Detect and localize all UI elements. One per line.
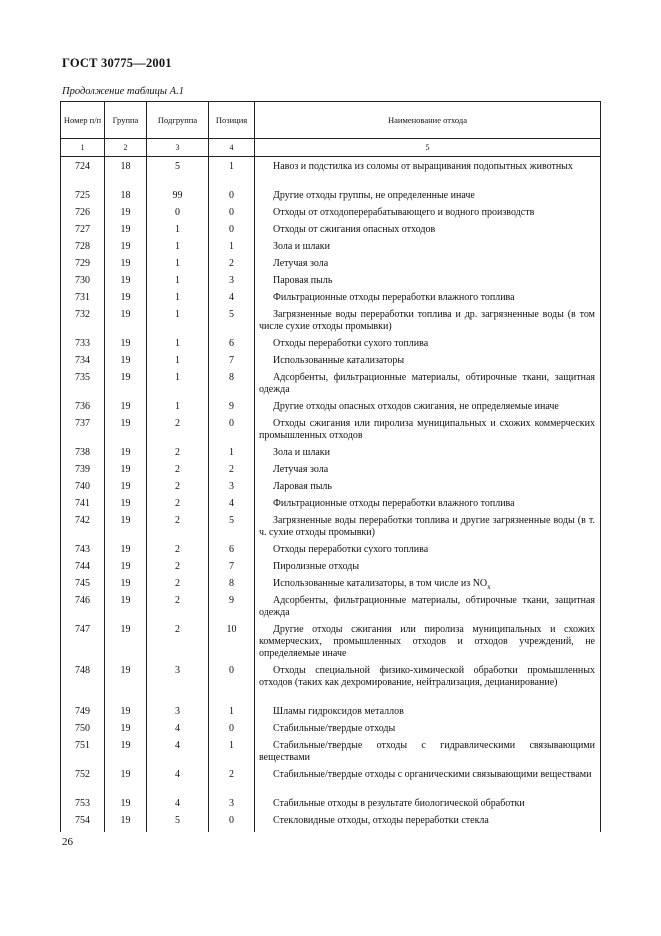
table-row xyxy=(61,706,601,723)
cell-group: 19 xyxy=(105,224,147,241)
cell-number: 727 xyxy=(61,224,105,241)
cell-number: 729 xyxy=(61,258,105,275)
cell-subgroup: 2 xyxy=(147,481,209,498)
cell-number: 748 xyxy=(61,665,105,706)
cell-position: 7 xyxy=(209,561,255,578)
cell-number: 745 xyxy=(61,578,105,595)
cell-position: 5 xyxy=(209,309,255,338)
cell-position: 9 xyxy=(209,401,255,418)
cell-number: 749 xyxy=(61,706,105,723)
cell-group: 19 xyxy=(105,595,147,624)
cell-waste-name: Фильтрационные отходы переработки влажного топлива xyxy=(255,292,601,309)
cell-group: 19 xyxy=(105,769,147,798)
table-row xyxy=(61,355,601,372)
cell-group: 19 xyxy=(105,207,147,224)
column-number: 5 xyxy=(255,139,601,157)
table-row xyxy=(61,481,601,498)
cell-number: 728 xyxy=(61,241,105,258)
column-number: 3 xyxy=(147,139,209,157)
cell-position: 1 xyxy=(209,447,255,464)
table-row xyxy=(61,769,601,798)
cell-number: 742 xyxy=(61,515,105,544)
cell-number: 730 xyxy=(61,275,105,292)
cell-number: 751 xyxy=(61,740,105,769)
cell-position: 0 xyxy=(209,418,255,447)
cell-position: 5 xyxy=(209,515,255,544)
page-number: 26 xyxy=(62,836,73,848)
cell-position: 8 xyxy=(209,372,255,401)
cell-subgroup: 4 xyxy=(147,740,209,769)
cell-subgroup: 1 xyxy=(147,258,209,275)
table-row xyxy=(61,338,601,355)
cell-subgroup: 2 xyxy=(147,498,209,515)
cell-group: 18 xyxy=(105,190,147,207)
cell-group: 19 xyxy=(105,815,147,832)
cell-group: 19 xyxy=(105,418,147,447)
cell-position: 2 xyxy=(209,464,255,481)
cell-waste-name: Отходы переработки сухого топлива xyxy=(255,338,601,355)
cell-position: 1 xyxy=(209,241,255,258)
cell-position: 1 xyxy=(209,157,255,191)
cell-position: 0 xyxy=(209,207,255,224)
cell-waste-name: Другие отходы группы, не определенные иначе xyxy=(255,190,601,207)
cell-waste-name: Адсорбенты, фильтрационные материалы, обтирочные ткани, защитная одежда xyxy=(255,372,601,401)
cell-waste-name: Загрязненные воды переработки топлива и др. загрязненные воды (в том числе сухие отходы промывки) xyxy=(255,309,601,338)
cell-position: 10 xyxy=(209,624,255,665)
table-row xyxy=(61,447,601,464)
table-row xyxy=(61,740,601,769)
cell-number: 734 xyxy=(61,355,105,372)
cell-position: 0 xyxy=(209,190,255,207)
cell-group: 19 xyxy=(105,372,147,401)
cell-waste-name: Стекловидные отходы, отходы переработки стекла xyxy=(255,815,601,832)
cell-subgroup: 99 xyxy=(147,190,209,207)
cell-group: 19 xyxy=(105,723,147,740)
cell-group: 19 xyxy=(105,498,147,515)
table-row xyxy=(61,157,601,191)
cell-position: 3 xyxy=(209,481,255,498)
cell-subgroup: 1 xyxy=(147,401,209,418)
cell-waste-name: Стабильные/твердые отходы xyxy=(255,723,601,740)
cell-subgroup: 3 xyxy=(147,706,209,723)
cell-position: 3 xyxy=(209,275,255,292)
cell-subgroup: 0 xyxy=(147,207,209,224)
cell-group: 19 xyxy=(105,292,147,309)
cell-group: 19 xyxy=(105,578,147,595)
cell-waste-name: Летучая зола xyxy=(255,464,601,481)
cell-waste-name: Стабильные/твердые отходы с гидравлическими связывающими веществами xyxy=(255,740,601,769)
cell-waste-name: Загрязненные воды переработки топлива и другие загрязненные воды (в т. ч. сухие отходы промывки) xyxy=(255,515,601,544)
cell-waste-name: Отходы специальной физико-химической обработки промышленных отходов (таких как дехромирование, нейтрализация, децианирование) xyxy=(255,665,601,706)
table-row xyxy=(61,544,601,561)
cell-position: 2 xyxy=(209,769,255,798)
table-row xyxy=(61,224,601,241)
cell-waste-name: Стабильные/твердые отходы с органическими связывающими веществами xyxy=(255,769,601,798)
cell-waste-name: Отходы сжигания или пиролиза муниципальных и схожих коммерческих промышленных отходов xyxy=(255,418,601,447)
cell-waste-name: Зола и шлаки xyxy=(255,241,601,258)
cell-number: 731 xyxy=(61,292,105,309)
cell-group: 19 xyxy=(105,309,147,338)
cell-group: 19 xyxy=(105,740,147,769)
cell-group: 19 xyxy=(105,481,147,498)
cell-waste-name: Зола и шлаки xyxy=(255,447,601,464)
table-row xyxy=(61,190,601,207)
cell-subgroup: 1 xyxy=(147,275,209,292)
cell-number: 743 xyxy=(61,544,105,561)
cell-number: 738 xyxy=(61,447,105,464)
column-header-number: Номер п/п xyxy=(61,102,105,139)
cell-number: 739 xyxy=(61,464,105,481)
cell-group: 19 xyxy=(105,798,147,815)
cell-number: 740 xyxy=(61,481,105,498)
cell-number: 726 xyxy=(61,207,105,224)
cell-subgroup: 5 xyxy=(147,157,209,191)
cell-number: 737 xyxy=(61,418,105,447)
cell-position: 1 xyxy=(209,740,255,769)
cell-waste-name: Отходы переработки сухого топлива xyxy=(255,544,601,561)
cell-position: 6 xyxy=(209,338,255,355)
cell-group: 19 xyxy=(105,624,147,665)
cell-subgroup: 2 xyxy=(147,515,209,544)
cell-waste-name: Летучая зола xyxy=(255,258,601,275)
cell-subgroup: 3 xyxy=(147,665,209,706)
cell-waste-name: Использованные катализаторы, в том числе из $NO_x$ xyxy=(255,578,601,595)
table-row xyxy=(61,275,601,292)
cell-position: 1 xyxy=(209,706,255,723)
cell-number: 725 xyxy=(61,190,105,207)
table-row xyxy=(61,665,601,706)
cell-waste-name: Отходы от отходоперерабатывающего и водного производств xyxy=(255,207,601,224)
cell-subgroup: 5 xyxy=(147,815,209,832)
table-row xyxy=(61,309,601,338)
cell-subgroup: 2 xyxy=(147,578,209,595)
cell-number: 750 xyxy=(61,723,105,740)
column-number: 1 xyxy=(61,139,105,157)
table-row xyxy=(61,595,601,624)
cell-position: 0 xyxy=(209,224,255,241)
column-number: 4 xyxy=(209,139,255,157)
cell-waste-name: Пиролизные отходы xyxy=(255,561,601,578)
table-row xyxy=(61,624,601,665)
cell-waste-name: Стабильные отходы в результате биологической обработки xyxy=(255,798,601,815)
cell-group: 19 xyxy=(105,338,147,355)
table-row xyxy=(61,258,601,275)
column-header-group: Группа xyxy=(105,102,147,139)
column-number: 2 xyxy=(105,139,147,157)
cell-position: 0 xyxy=(209,665,255,706)
cell-group: 19 xyxy=(105,515,147,544)
cell-subgroup: 1 xyxy=(147,372,209,401)
cell-waste-name: Ларовая пыль xyxy=(255,481,601,498)
table-row xyxy=(61,292,601,309)
table-row xyxy=(61,207,601,224)
cell-waste-name: Использованные катализаторы xyxy=(255,355,601,372)
waste-table xyxy=(60,101,601,832)
cell-subgroup: 2 xyxy=(147,624,209,665)
cell-position: 0 xyxy=(209,723,255,740)
cell-group: 19 xyxy=(105,544,147,561)
cell-number: 752 xyxy=(61,769,105,798)
cell-number: 746 xyxy=(61,595,105,624)
cell-group: 19 xyxy=(105,355,147,372)
cell-waste-name: Фильтрационные отходы переработки влажного топлива xyxy=(255,498,601,515)
cell-subgroup: 2 xyxy=(147,418,209,447)
cell-subgroup: 1 xyxy=(147,224,209,241)
cell-position: 0 xyxy=(209,815,255,832)
cell-waste-name: Паровая пыль xyxy=(255,275,601,292)
cell-waste-name: Отходы от сжигания опасных отходов xyxy=(255,224,601,241)
table-caption: Продолжение таблицы А.1 xyxy=(62,86,184,97)
table-row xyxy=(61,798,601,815)
cell-subgroup: 2 xyxy=(147,595,209,624)
table-row xyxy=(61,464,601,481)
table-row xyxy=(61,241,601,258)
table-row xyxy=(61,498,601,515)
column-header-subgroup: Подгруппа xyxy=(147,102,209,139)
cell-subgroup: 2 xyxy=(147,544,209,561)
cell-number: 741 xyxy=(61,498,105,515)
cell-subgroup: 1 xyxy=(147,309,209,338)
table-row xyxy=(61,578,601,595)
cell-subgroup: 1 xyxy=(147,241,209,258)
cell-group: 19 xyxy=(105,464,147,481)
table-row xyxy=(61,561,601,578)
table-row xyxy=(61,401,601,418)
cell-subgroup: 1 xyxy=(147,355,209,372)
cell-subgroup: 2 xyxy=(147,464,209,481)
cell-waste-name: Адсорбенты, фильтрационные материалы, обтирочные ткани, защитная одежда xyxy=(255,595,601,624)
cell-subgroup: 1 xyxy=(147,292,209,309)
cell-number: 747 xyxy=(61,624,105,665)
cell-position: 4 xyxy=(209,498,255,515)
cell-number: 735 xyxy=(61,372,105,401)
cell-position: 9 xyxy=(209,595,255,624)
cell-subgroup: 4 xyxy=(147,723,209,740)
cell-number: 724 xyxy=(61,157,105,191)
cell-waste-name: Шламы гидроксидов металлов xyxy=(255,706,601,723)
cell-group: 19 xyxy=(105,665,147,706)
column-header-position: Позиция xyxy=(209,102,255,139)
cell-subgroup: 4 xyxy=(147,769,209,798)
cell-subgroup: 1 xyxy=(147,338,209,355)
cell-number: 733 xyxy=(61,338,105,355)
cell-waste-name: Другие отходы опасных отходов сжигания, не определяемые иначе xyxy=(255,401,601,418)
table-row xyxy=(61,723,601,740)
cell-position: 4 xyxy=(209,292,255,309)
table-row xyxy=(61,515,601,544)
cell-number: 754 xyxy=(61,815,105,832)
cell-waste-name: Другие отходы сжигания или пиролиза муниципальных и схожих коммерческих, промышленных отходов и отходов учреждений, не определяемые иначе xyxy=(255,624,601,665)
cell-group: 18 xyxy=(105,157,147,191)
column-header-name: Наименование отхода xyxy=(255,102,601,139)
cell-group: 19 xyxy=(105,275,147,292)
table-row xyxy=(61,815,601,832)
cell-position: 8 xyxy=(209,578,255,595)
document-title: ГОСТ 30775—2001 xyxy=(62,56,172,70)
cell-position: 6 xyxy=(209,544,255,561)
cell-position: 3 xyxy=(209,798,255,815)
cell-position: 7 xyxy=(209,355,255,372)
cell-subgroup: 4 xyxy=(147,798,209,815)
cell-group: 19 xyxy=(105,561,147,578)
cell-group: 19 xyxy=(105,706,147,723)
cell-subgroup: 2 xyxy=(147,561,209,578)
cell-group: 19 xyxy=(105,447,147,464)
cell-group: 19 xyxy=(105,241,147,258)
table-row xyxy=(61,418,601,447)
cell-group: 19 xyxy=(105,258,147,275)
cell-number: 744 xyxy=(61,561,105,578)
cell-number: 732 xyxy=(61,309,105,338)
cell-waste-name: Навоз и подстилка из соломы от выращивания подопытных животных xyxy=(255,157,601,191)
cell-group: 19 xyxy=(105,401,147,418)
cell-position: 2 xyxy=(209,258,255,275)
cell-number: 753 xyxy=(61,798,105,815)
table-row xyxy=(61,372,601,401)
table-body xyxy=(61,157,601,833)
cell-subgroup: 2 xyxy=(147,447,209,464)
cell-number: 736 xyxy=(61,401,105,418)
